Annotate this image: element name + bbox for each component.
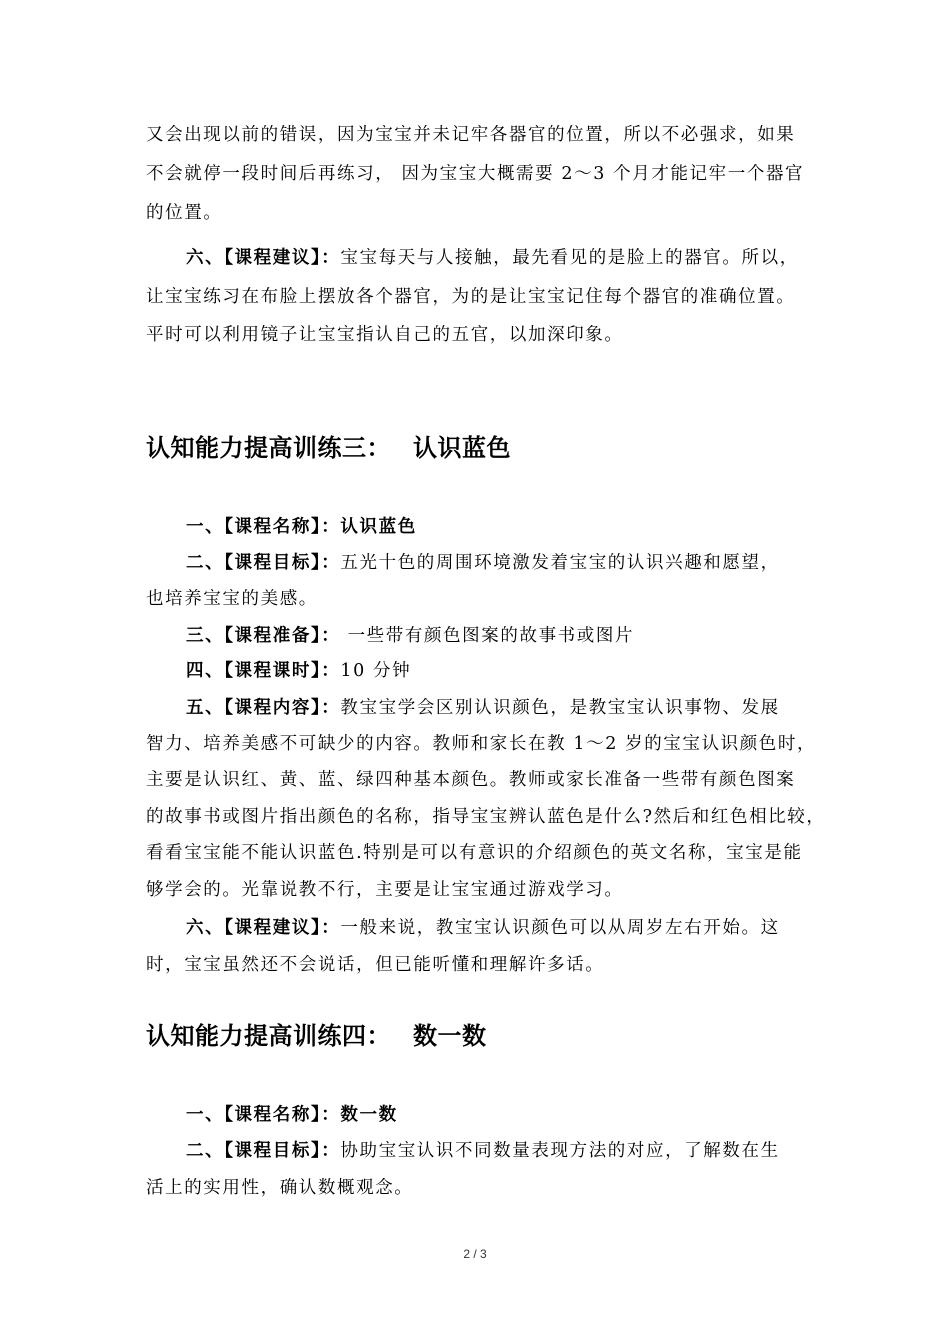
page-number: 2 / 3 xyxy=(463,1247,487,1261)
section3-content-line-2: 智力、培养美感不可缺少的内容。教师和家长在教 1～2 岁的宝宝认识颜色时， xyxy=(146,734,817,754)
section3-heading xyxy=(146,432,511,464)
section3-goal-label: 二、【课程目标】： xyxy=(186,553,341,573)
section4-goal-line-2: 活上的实用性，确认数概观念。 xyxy=(146,1178,414,1198)
section4-heading xyxy=(146,1020,487,1052)
section3-name-label: 一、【课程名称】： xyxy=(186,517,341,537)
prev-suggestion-line-2: 让宝宝练习在布脸上摆放各个器官，为的是让宝宝记住每个器官的准确位置。 xyxy=(146,287,796,307)
prev-suggestion-line-3: 平时可以利用镜子让宝宝指认自己的五官，以加深印象。 xyxy=(146,325,624,345)
section3-duration: 四、【课程课时】：10 分钟 xyxy=(186,661,412,681)
section3-title: 认知能力提高训练三： xyxy=(146,434,391,462)
section3-suggestion-line-2: 时，宝宝虽然还不会说话，但已能听懂和理解许多话。 xyxy=(146,955,605,975)
section3-name xyxy=(186,515,417,539)
section3-content-line-1: 五、【课程内容】：教宝宝学会区别认识颜色，是教宝宝认识事物、发展 xyxy=(186,698,780,718)
section3-content-line-4: 的故事书或图片指出颜色的名称，指导宝宝辨认蓝色是什么?然后和红色相比较， xyxy=(146,807,826,827)
section4-subtitle: 数一数 xyxy=(413,1022,487,1050)
section4-title: 认知能力提高训练四： xyxy=(146,1022,391,1050)
section3-content-line-3: 主要是认识红、黄、蓝、绿四种基本颜色。教师或家长准备一些带有颜色图案 xyxy=(146,770,796,790)
intro-line-2: 不会就停一段时间后再练习， 因为宝宝大概需要 2～3 个月才能记牢一个器官 xyxy=(146,164,805,184)
section3-duration-label: 四、【课程课时】： xyxy=(186,661,341,681)
section4-name-label: 一、【课程名称】： xyxy=(186,1105,341,1125)
section3-prep: 三、【课程准备】： 一些带有颜色图案的故事书或图片 xyxy=(186,626,635,646)
intro-line-1: 又会出现以前的错误，因为宝宝并未记牢各器官的位置，所以不必强求，如果 xyxy=(146,125,796,145)
section4-name xyxy=(186,1103,398,1127)
section3-prep-label: 三、【课程准备】： xyxy=(186,626,341,646)
section3-content-label: 五、【课程内容】： xyxy=(186,698,341,718)
section3-subtitle: 认识蓝色 xyxy=(413,434,511,462)
section3-suggestion-line-1: 六、【课程建议】：一般来说，教宝宝认识颜色可以从周岁左右开始。这 xyxy=(186,918,780,938)
section3-suggestion-label: 六、【课程建议】： xyxy=(186,918,341,938)
section3-content-line-6: 够学会的。光靠说教不行，主要是让宝宝通过游戏学习。 xyxy=(146,880,624,900)
section4-goal-label: 二、【课程目标】： xyxy=(186,1141,341,1161)
intro-line-3: 的位置。 xyxy=(146,203,223,223)
prev-suggestion-label: 六、【课程建议】： xyxy=(186,248,341,268)
section4-goal-line-1: 二、【课程目标】：协助宝宝认识不同数量表现方法的对应，了解数在生 xyxy=(186,1141,780,1161)
section4-name-value: 数一数 xyxy=(340,1105,398,1125)
section3-name-value: 认识蓝色 xyxy=(340,517,417,537)
section3-goal-line-2: 也培养宝宝的美感。 xyxy=(146,589,318,609)
section3-content-line-5: 看看宝宝能不能认识蓝色.特别是可以有意识的介绍颜色的英文名称，宝宝是能 xyxy=(146,843,803,863)
section3-goal-line-1: 二、【课程目标】：五光十色的周围环境激发着宝宝的认识兴趣和愿望， xyxy=(186,553,780,573)
prev-suggestion-line-1: 六、【课程建议】：宝宝每天与人接触，最先看见的是脸上的器官。所以， xyxy=(186,248,799,268)
